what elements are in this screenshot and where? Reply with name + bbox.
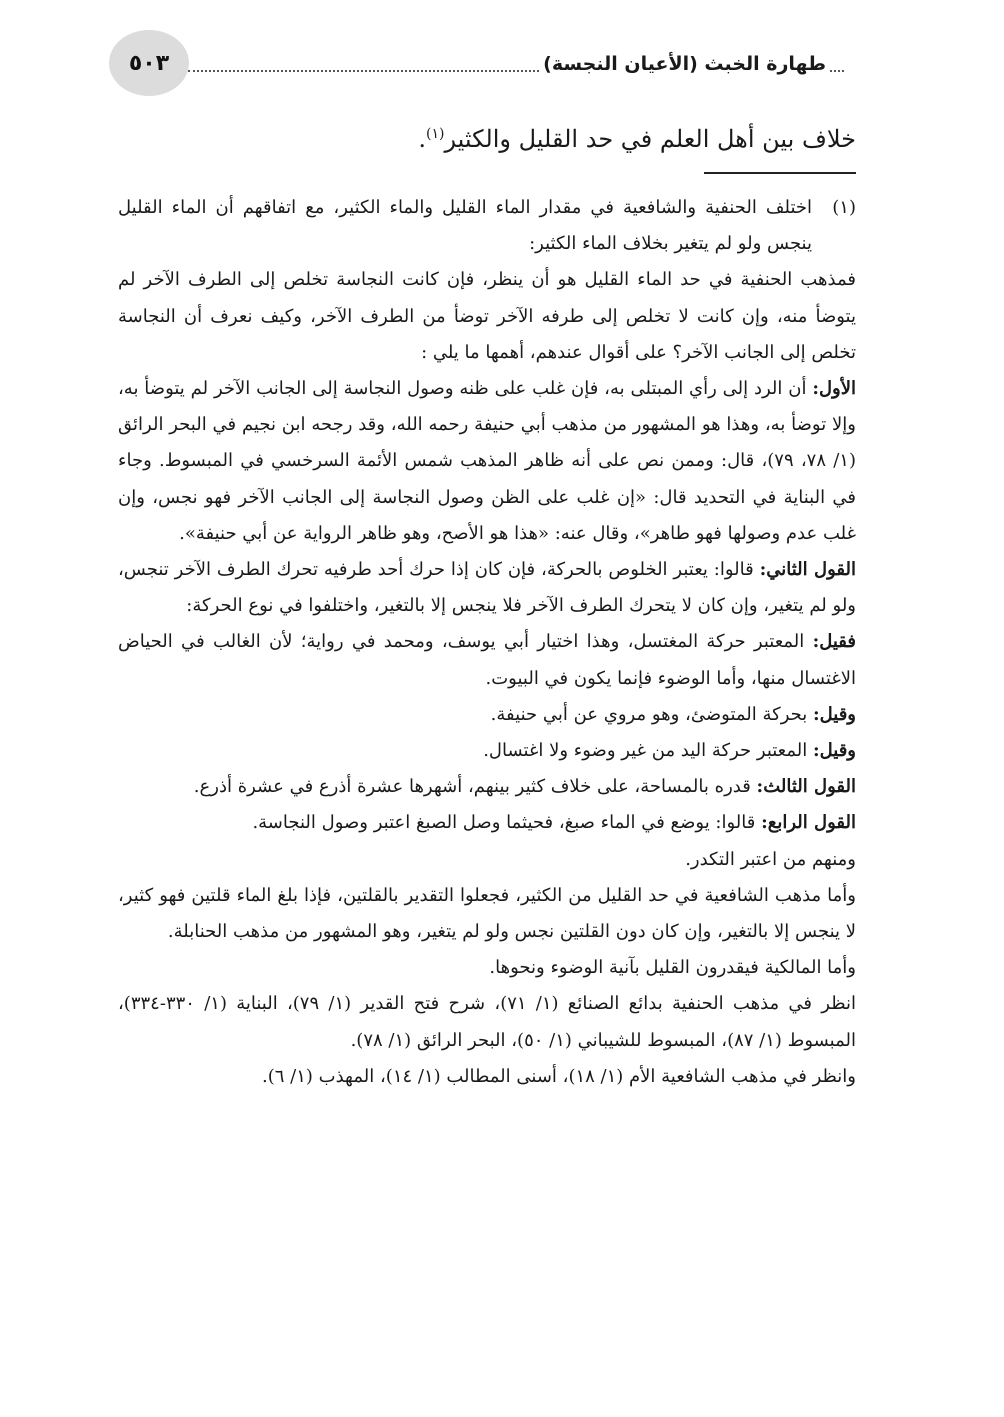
main-text: [116, 108, 856, 165]
opinion-label: وقيل:: [812, 740, 856, 762]
footnote-paragraph: اختلف الحنفية والشافعية في مقدار الماء القليل والماء الكثير، مع اتفاقهم أن الماء القليل ينجس ولو لم يتغير بخلاف الماء الكثير:: [118, 197, 813, 255]
footnote-marker: (١): [832, 197, 856, 218]
footnote-paragraph: فمذهب الحنفية في حد الماء القليل هو أن ينظر، فإن كانت النجاسة تخلص إلى الطرف الآخر لم يتوضأ منه، وإن كانت لا تخلص إلى طرفه الآخر توضأ من الطرف الآخر، وكيف نعرف أن النجاسة تخلص إلى الجانب الآخر؟ على أقوال عندهم، أهمها ما يلي :: [118, 269, 856, 363]
opinion-label: القول الرابع:: [761, 812, 856, 834]
footnote-paragraph: وقيل: المعتبر حركة اليد من غير وضوء ولا اغتسال.: [483, 740, 856, 762]
footnotes: [118, 190, 856, 1095]
running-header: [188, 44, 844, 84]
footnote-paragraph: وانظر في مذهب الشافعية الأم (١/ ١٨)، أسنى المطالب (١/ ١٤)، المهذب (١/ ٦).: [262, 1065, 856, 1087]
footnote-paragraph: وأما المالكية فيقدرون القليل بآنية الوضوء ونحوها.: [489, 957, 856, 979]
footnote-paragraph: فقيل: المعتبر حركة المغتسل، وهذا اختيار أبي يوسف، ومحمد في رواية؛ لأن الغالب في الحياض الاغتسال منها، وأما الوضوء فإنما يكون في البيوت.: [118, 631, 856, 689]
footnote-paragraph: انظر في مذهب الحنفية بدائع الصنائع (١/ ٧١)، شرح فتح القدير (١/ ٧٩)، البناية (١/ ٣٣٠-٣٣٤)، المبسوط (١/ ٨٧)، المبسوط للشيباني (١/ ٥٠)، البحر الرائق (١/ ٧٨).: [118, 993, 856, 1051]
footnote-paragraph: القول الرابع: قالوا: يوضع في الماء صبغ، فحيثما وصل الصبغ اعتبر وصول النجاسة.: [252, 812, 856, 834]
page-number-badge: [109, 30, 189, 96]
running-title: طهارة الخبث (الأعيان النجسة): [543, 53, 826, 75]
footnote-reference[interactable]: (١): [425, 126, 445, 142]
opinion-label: وقيل:: [812, 703, 856, 725]
footnote-paragraph: الأول: أن الرد إلى رأي المبتلى به، فإن غلب على ظنه وصول النجاسة إلى الجانب الآخر لم يتوضأ به، وإلا توضأ به، وهذا هو المشهور من مذهب أبي حنيفة رحمه الله، وقد رجحه ابن نجيم في البحر الرائق (١/ ٧٨، ٧٩)، قال: وممن نص على أنه ظاهر المذهب شمس الأئمة السرخسي في المبسوط. وجاء في البناية في التحديد قال: «إن غلب على الظن وصول النجاسة إلى الجانب الآخر فهو نجس، وإن غلب عدم وصولها فهو طاهر»، وقال عنه: «هذا هو الأصح، وهو ظاهر الرواية عن أبي حنيفة».: [118, 378, 856, 544]
opinion-label: القول الثاني:: [759, 559, 856, 581]
opinion-label: القول الثالث:: [756, 776, 856, 798]
opinion-label: الأول:: [812, 378, 856, 400]
footnote-1: [118, 190, 856, 262]
footnote-paragraph: ومنهم من اعتبر التكدر.: [685, 848, 856, 870]
footnote-paragraph: القول الثالث: قدره بالمساحة، على خلاف كثير بينهم، أشهرها عشرة أذرع في عشرة أذرع.: [193, 776, 856, 798]
footnote-paragraph: وقيل: بحركة المتوضئ، وهو مروي عن أبي حنيفة.: [490, 703, 856, 725]
header-dots-left: [188, 70, 539, 72]
main-text-body: خلاف بين أهل العلم في حد القليل والكثير: [444, 125, 856, 153]
header-dots-right: [830, 70, 844, 72]
opinion-label: فقيل:: [812, 631, 856, 653]
footnote-separator: [704, 172, 856, 174]
footnote-paragraph: وأما مذهب الشافعية في حد القليل من الكثير، فجعلوا التقدير بالقلتين، فإذا بلغ الماء قلتين فهو كثير، لا ينجس إلا بالتغير، وإن كان دون القلتين نجس ولو لم يتغير، وهو المشهور من مذهب الحنابلة.: [118, 884, 856, 943]
footnote-paragraph: القول الثاني: قالوا: يعتبر الخلوص بالحركة، فإن كان إذا حرك أحد طرفيه تحرك الطرف الآخر تنجس، ولو لم يتغير، وإن كان لا يتحرك الطرف الآخر فلا ينجس إلا بالتغير، واختلفوا في نوع الحركة:: [118, 559, 856, 617]
page-number: ٥٠٣: [128, 50, 170, 76]
main-text-end: .: [418, 125, 426, 153]
footnote-body: [118, 262, 856, 1095]
